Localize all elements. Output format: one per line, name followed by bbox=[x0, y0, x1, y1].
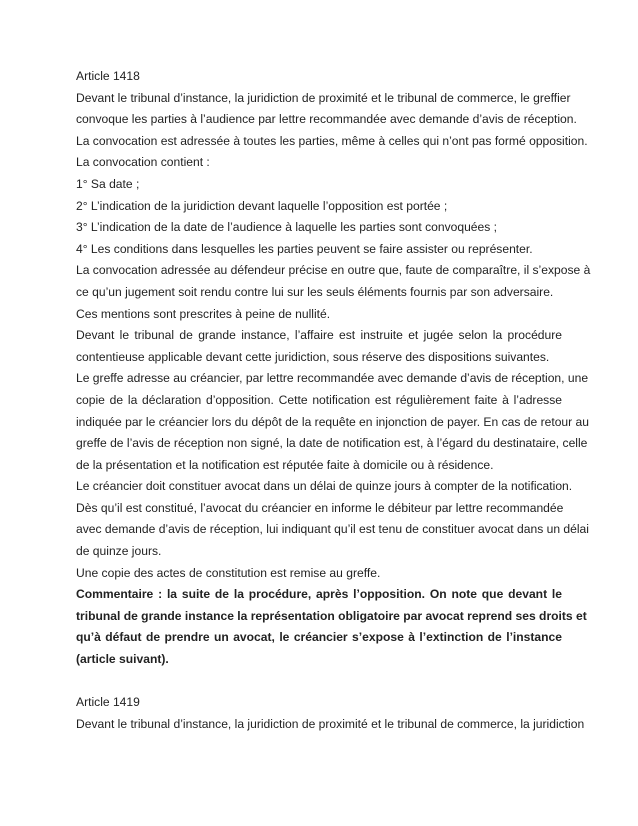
paragraph-line: La convocation contient : bbox=[76, 155, 210, 170]
paragraph-line: contentieuse applicable devant cette juridiction, sous réserve des dispositions suivantes. bbox=[76, 349, 550, 364]
paragraph-line: greffe de l’avis de réception non signé, la date de notification est, à l’égard du destinataire, celle bbox=[76, 436, 588, 451]
paragraph-line: ce qu’un jugement soit rendu contre lui sur les seuls éléments fournis par son adversaire. bbox=[76, 284, 554, 299]
document-page bbox=[76, 66, 591, 735]
article-1419-heading: Article 1419 bbox=[76, 695, 140, 710]
paragraph-line: de la présentation et la notification est réputée faite à domicile ou à résidence. bbox=[76, 457, 494, 472]
paragraph-line: indiquée par le créancier lors du dépôt de la requête en injonction de payer. En cas de retour au bbox=[76, 414, 589, 429]
list-item: 4° Les conditions dans lesquelles les parties peuvent se faire assister ou représenter. bbox=[76, 241, 533, 256]
commentary-line: qu’à défaut de prendre un avocat, le créancier s’expose à l’extinction de l’instance bbox=[76, 630, 562, 645]
paragraph-line: Le greffe adresse au créancier, par lettre recommandée avec demande d’avis de réception, une bbox=[76, 371, 589, 386]
paragraph-line: de quinze jours. bbox=[76, 544, 162, 559]
paragraph-line: Le créancier doit constituer avocat dans un délai de quinze jours à compter de la notification. bbox=[76, 479, 573, 494]
list-item: 1° Sa date ; bbox=[76, 176, 140, 191]
blank-line bbox=[76, 671, 562, 693]
commentary-line: tribunal de grande instance la représentation obligatoire par avocat reprend ses droits et bbox=[76, 608, 587, 623]
paragraph-line: La convocation adressée au défendeur précise en outre que, faute de comparaître, il s’expose à bbox=[76, 263, 591, 278]
paragraph-line: Devant le tribunal d’instance, la juridiction de proximité et le tribunal de commerce, le greffier bbox=[76, 90, 571, 105]
paragraph-line: copie de la déclaration d’opposition. Cette notification est régulièrement faite à l’adresse bbox=[76, 392, 562, 407]
paragraph-line: Ces mentions sont prescrites à peine de nullité. bbox=[76, 306, 331, 321]
paragraph-line: La convocation est adressée à toutes les parties, même à celles qui n’ont pas formé opposition. bbox=[76, 133, 588, 148]
paragraph-line: convoque les parties à l’audience par lettre recommandée avec demande d’avis de réception. bbox=[76, 112, 577, 127]
paragraph-line: Dès qu’il est constitué, l’avocat du créancier en informe le débiteur par lettre recommandée bbox=[76, 500, 564, 515]
paragraph-line: avec demande d’avis de réception, lui indiquant qu’il est tenu de constituer avocat dans un délai bbox=[76, 522, 589, 537]
list-item: 2° L’indication de la juridiction devant laquelle l’opposition est portée ; bbox=[76, 198, 448, 213]
article-1418-heading: Article 1418 bbox=[76, 69, 140, 83]
paragraph-line: Devant le tribunal d’instance, la juridiction de proximité et le tribunal de commerce, la juridiction bbox=[76, 716, 585, 731]
commentary-line: Commentaire : la suite de la procédure, après l’opposition. On note que devant le bbox=[76, 587, 562, 602]
list-item: 3° L’indication de la date de l’audience à laquelle les parties sont convoquées ; bbox=[76, 220, 498, 235]
commentary-line: (article suivant). bbox=[76, 652, 169, 667]
paragraph-line: Devant le tribunal de grande instance, l’affaire est instruite et jugée selon la procédure bbox=[76, 328, 562, 343]
paragraph-line: Une copie des actes de constitution est remise au greffe. bbox=[76, 565, 381, 580]
